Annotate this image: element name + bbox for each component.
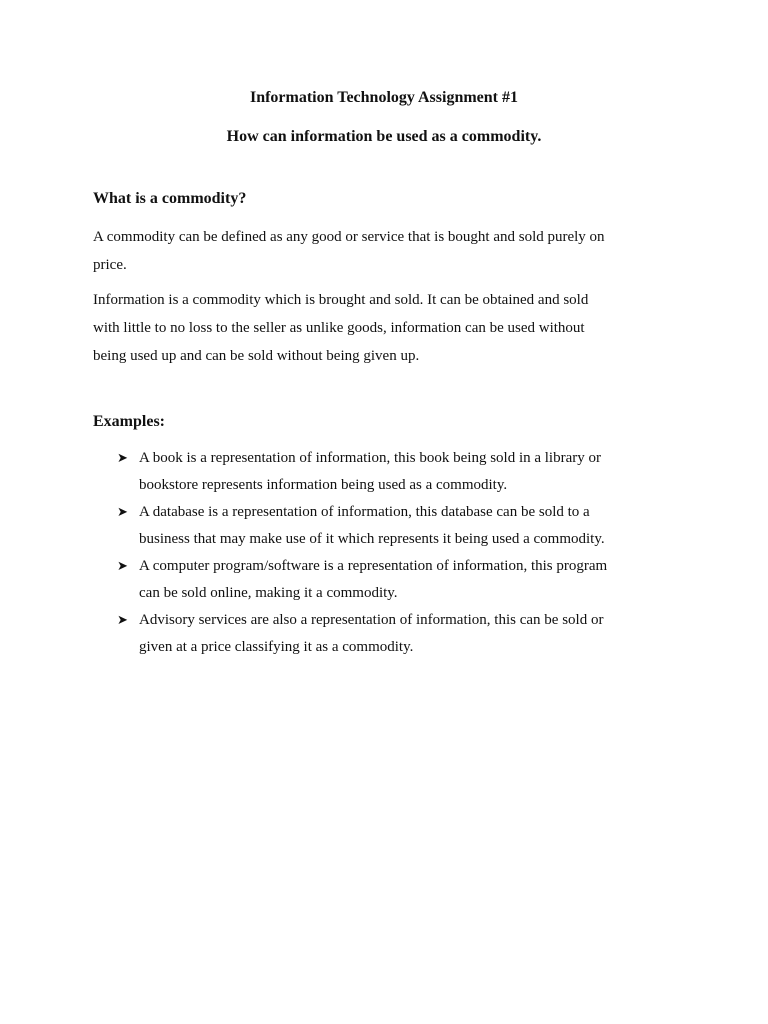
list-item [93,553,683,607]
paragraph-information-commodity [93,286,683,370]
list-item [93,499,683,553]
list-item-line: A database is a representation of information, this database can be sold to a [139,504,590,520]
arrowhead-bullet-icon: ➤ [117,613,128,628]
list-item [93,607,683,661]
paragraph-line: being used up and can be sold without being given up. [93,348,420,364]
section-heading-what-is-commodity: What is a commodity? [93,190,247,207]
list-item-line: Advisory services are also a representation of information, this can be sold or [139,612,604,628]
document-title: Information Technology Assignment #1 [249,89,519,106]
list-item-line: can be sold online, making it a commodity. [139,585,398,601]
paragraph-line: price. [93,257,127,273]
list-item-line: A computer program/software is a representation of information, this program [139,558,608,574]
arrowhead-bullet-icon: ➤ [117,559,128,574]
arrowhead-bullet-icon: ➤ [117,451,128,466]
arrowhead-bullet-icon: ➤ [117,505,128,520]
paragraph-commodity-definition [93,223,683,279]
list-item-line: business that may make use of it which represents it being used a commodity. [139,531,605,547]
list-item [93,445,683,499]
paragraph-line: Information is a commodity which is brought and sold. It can be obtained and sold [93,292,589,308]
paragraph-line: A commodity can be defined as any good or service that is bought and sold purely on [93,229,605,245]
list-item-line: bookstore represents information being used as a commodity. [139,477,508,493]
examples-list [93,445,683,661]
document-subtitle: How can information be used as a commodity. [226,128,542,145]
list-item-line: given at a price classifying it as a commodity. [139,639,414,655]
paragraph-line: with little to no loss to the seller as unlike goods, information can be used without [93,320,585,336]
list-item-line: A book is a representation of information, this book being sold in a library or [139,450,601,466]
section-heading-examples: Examples: [93,413,165,430]
